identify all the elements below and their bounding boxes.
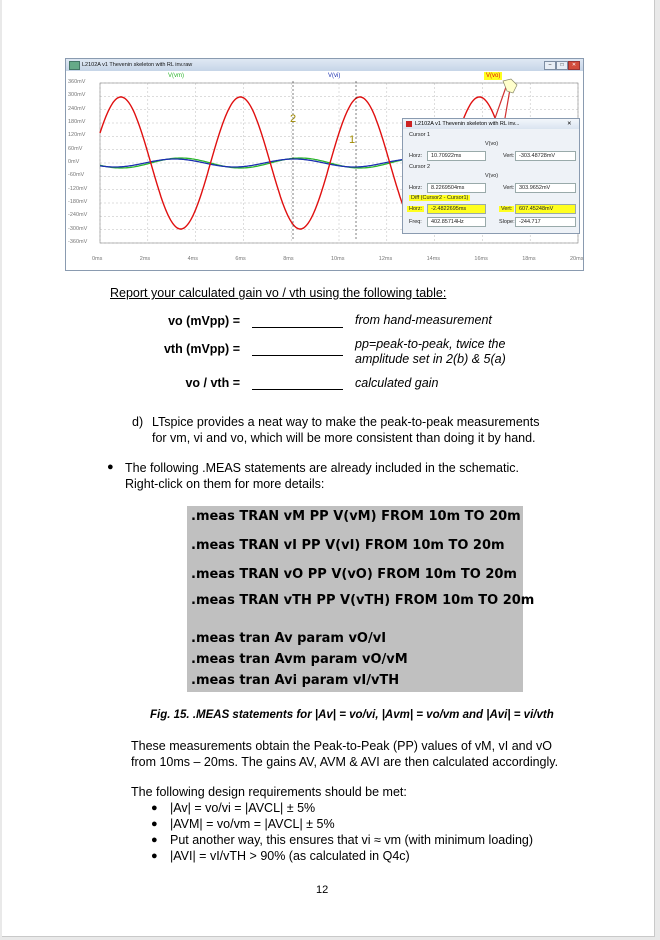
x-tick-label: 14ms <box>426 256 441 262</box>
table-note-gain: calculated gain <box>355 376 439 390</box>
figure-caption: Fig. 15. .MEAS statements for |Av| = vo/vi, |Avm| = vo/vm and |Avi| = vi/vth <box>150 709 554 721</box>
x-tick-label: 10ms <box>331 256 345 262</box>
x-tick-label: 0ms <box>92 256 103 262</box>
table-label-vth: vth (mVpp) = <box>163 342 240 356</box>
meas-statement: .meas tran Av param vO/vI <box>191 631 387 646</box>
close-button[interactable]: ✕ <box>568 61 580 70</box>
trace-label-vm[interactable]: V(vm) <box>168 73 184 79</box>
trace-label-vi[interactable]: V(vi) <box>328 73 341 79</box>
y-tick-label: 120mV <box>68 132 86 139</box>
y-tick-label: -120mV <box>68 185 88 192</box>
c1-horz-label: Horz: <box>409 153 423 159</box>
x-tick-label: 6ms <box>235 256 246 262</box>
c1-horz-field[interactable]: 10.70922ms <box>427 151 486 161</box>
bullet-icon: ● <box>151 850 158 862</box>
table-blank-vo[interactable] <box>252 327 343 328</box>
y-tick-label: -180mV <box>68 199 88 205</box>
c2-vert-field[interactable]: 303.9652mV <box>515 183 576 193</box>
c1-vert-label: Vert: <box>503 153 515 159</box>
slope-label: Slope: <box>499 219 515 225</box>
d-horz-label: Horz: <box>409 206 423 212</box>
x-tick-label: 2ms <box>139 256 151 262</box>
table-blank-gain[interactable] <box>252 389 343 390</box>
c2-horz-label: Horz: <box>409 185 423 191</box>
freq-field[interactable]: 402.85714Hz <box>427 217 486 227</box>
slope-field[interactable]: -244.717 <box>515 217 576 227</box>
document-page <box>2 0 655 937</box>
cursor2-trace: V(vo) <box>485 173 499 179</box>
diff-label: Diff (Cursor2 - Cursor1) <box>411 195 469 201</box>
cursor-dialog <box>402 118 580 234</box>
cursor-2-marker[interactable]: 2 <box>290 113 297 125</box>
c2-horz-field[interactable]: 8.2269504ms <box>427 183 486 193</box>
cursor1-label: Cursor 1 <box>409 132 431 138</box>
x-tick-label: 20ms <box>570 256 584 262</box>
d-horz-field[interactable]: -2.4822695ms <box>427 204 486 214</box>
y-tick-label: -60mV <box>68 172 85 179</box>
meas-statement: .meas tran Avm param vO/vM <box>191 652 408 667</box>
dialog-title: L2102A v1 Thevenin skeleton with RL inv... <box>415 121 520 127</box>
table-label-gain: vo / vth = <box>185 376 240 390</box>
item-d-line1: LTspice provides a neat way to make the peak-to-peak measurements <box>152 415 540 429</box>
item-d-marker: d) <box>132 415 144 429</box>
window-title: L2102A v1 Thevenin skeleton with RL inv.raw <box>82 62 193 68</box>
meas-statement: .meas TRAN vI PP V(vI) FROM 10m TO 20m <box>191 538 505 553</box>
meas-statement: .meas TRAN vTH PP V(vTH) FROM 10m TO 20m <box>191 593 535 608</box>
y-tick-label: 360mV <box>68 79 86 85</box>
table-blank-vth[interactable] <box>252 355 343 356</box>
y-tick-label: 300mV <box>68 92 86 99</box>
bullet-icon: ● <box>107 461 114 473</box>
meas-statement: .meas TRAN vM PP V(vM) FROM 10m TO 20m <box>191 509 521 524</box>
report-heading: Report your calculated gain vo / vth using the following table: <box>110 286 447 300</box>
trace-label-vo[interactable]: V(vo) <box>486 73 501 79</box>
table-note-vth: pp=peak-to-peak, twice the amplitude set in 2(b) & 5(a) <box>355 337 506 366</box>
minimize-button[interactable]: – <box>544 61 556 70</box>
meas-statement: .meas TRAN vO PP V(vO) FROM 10m TO 20m <box>191 567 517 582</box>
dialog-close-button[interactable]: ✕ <box>567 121 572 127</box>
x-tick-label: 4ms <box>187 256 198 262</box>
requirements-heading: The following design requirements should be met: <box>131 785 407 799</box>
table-note-vo: from hand-measurement <box>355 313 492 327</box>
bullet-icon: ● <box>151 802 158 814</box>
dialog-titlebar <box>403 119 579 129</box>
bullet-icon: ● <box>151 834 158 846</box>
cursor-1-marker[interactable]: 1 <box>349 134 356 146</box>
meas-code-block <box>187 506 535 692</box>
d-vert-field[interactable]: 607.45248mV <box>515 204 576 214</box>
y-tick-label: -240mV <box>68 212 88 219</box>
d-vert-label: Vert: <box>501 206 513 212</box>
dialog-app-icon <box>406 121 412 127</box>
requirement-item: |AVI| = vI/vTH > 90% (as calculated in Q4c) <box>170 849 410 863</box>
x-tick-label: 8ms <box>283 256 294 262</box>
freq-label: Freq: <box>409 219 422 225</box>
cursor1-trace: V(vo) <box>485 141 499 147</box>
page-number: 12 <box>316 884 329 896</box>
y-tick-label: 0mV <box>68 159 80 165</box>
y-tick-label: 180mV <box>68 119 86 125</box>
requirement-item: |AVM| = vo/vm = |AVCL| ± 5% <box>170 817 335 831</box>
para-line1: These measurements obtain the Peak-to-Peak (PP) values of vM, vI and vO <box>131 739 553 753</box>
cursor2-label: Cursor 2 <box>409 164 431 170</box>
c1-vert-field[interactable]: -303.48728mV <box>515 151 576 161</box>
maximize-button[interactable]: □ <box>556 61 568 70</box>
bullet-icon: ● <box>151 818 158 830</box>
y-tick-label: -360mV <box>68 239 88 245</box>
c2-vert-label: Vert: <box>503 185 515 191</box>
item-d-line2: for vm, vi and vo, which will be more consistent than doing it by hand. <box>152 431 536 445</box>
meas-intro-line2: Right-click on them for more details: <box>125 477 325 491</box>
y-tick-label: 240mV <box>68 105 86 112</box>
meas-statement: .meas tran Avi param vI/vTH <box>191 673 400 688</box>
y-tick-label: 60mV <box>68 145 83 152</box>
x-tick-label: 12ms <box>378 256 393 262</box>
x-tick-label: 18ms <box>522 256 536 262</box>
y-tick-label: -300mV <box>68 225 88 232</box>
requirement-item: |Av| = vo/vi = |AVCL| ± 5% <box>170 801 316 815</box>
requirement-item: Put another way, this ensures that vi ≈ vm (with minimum loading) <box>170 833 534 847</box>
meas-intro-line1: The following .MEAS statements are already included in the schematic. <box>125 461 519 475</box>
x-tick-label: 16ms <box>474 256 488 262</box>
table-label-vo: vo (mVpp) = <box>168 314 240 328</box>
para-line2: from 10ms – 20ms. The gains AV, AVM & AVI are then calculated accordingly. <box>131 755 559 769</box>
